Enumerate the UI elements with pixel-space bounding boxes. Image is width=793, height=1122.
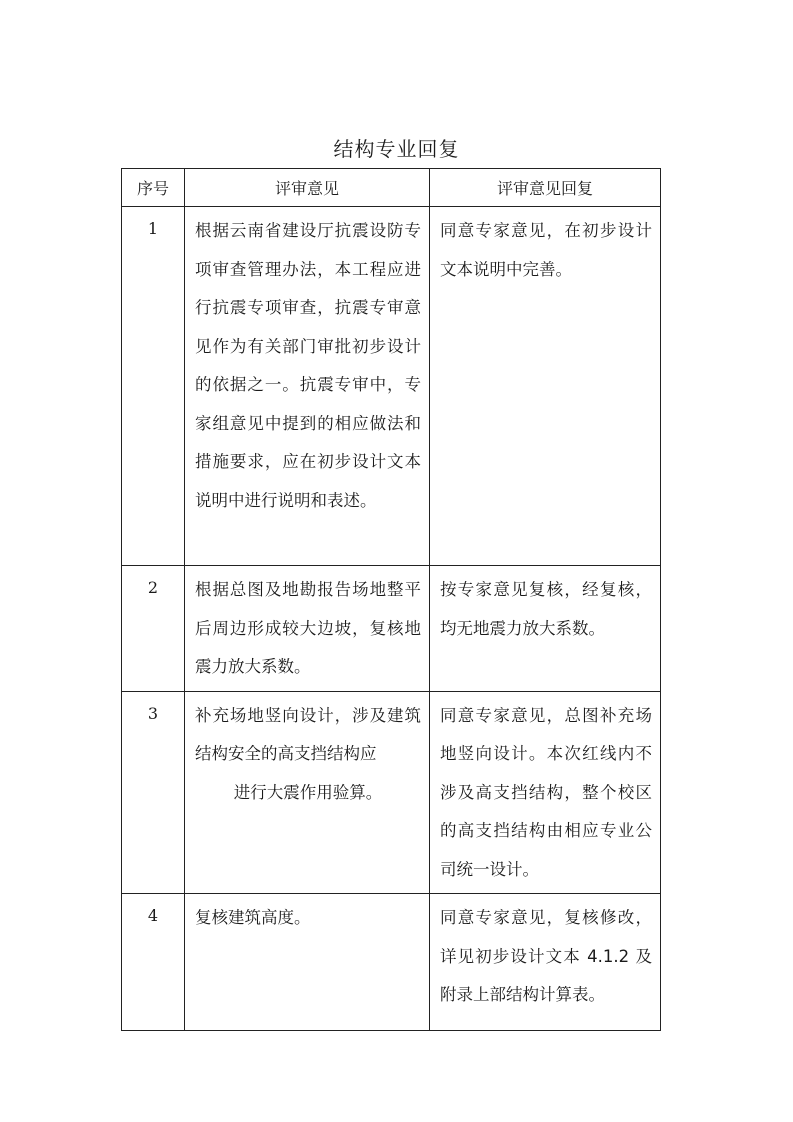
row-reply: 同意专家意见，总图补充场地竖向设计。本次红线内不涉及高支挡结构，整个校区的高支挡结构由相应专业公司统一设计。 <box>430 691 661 894</box>
row-number: 3 <box>122 691 185 894</box>
review-table <box>121 168 661 1031</box>
row-opinion <box>185 691 430 894</box>
header-opinion: 评审意见 <box>185 169 430 207</box>
header-reply: 评审意见回复 <box>430 169 661 207</box>
row-number: 1 <box>122 207 185 566</box>
row-reply: 按专家意见复核，经复核，均无地震力放大系数。 <box>430 566 661 692</box>
row-reply: 同意专家意见，在初步设计文本说明中完善。 <box>430 207 661 566</box>
table-row <box>122 207 661 566</box>
row-opinion: 根据总图及地勘报告场地整平后周边形成较大边坡，复核地震力放大系数。 <box>185 566 430 692</box>
table-header-row <box>122 169 661 207</box>
row-opinion-line-a: 补充场地竖向设计，涉及建筑结构安全的高支挡结构应 <box>195 705 421 763</box>
row-reply: 同意专家意见，复核修改，详见初步设计文本 4.1.2 及附录上部结构计算表。 <box>430 894 661 1031</box>
table-row <box>122 894 661 1031</box>
page-title: 结构专业回复 <box>333 137 460 161</box>
table-row <box>122 691 661 894</box>
row-number: 4 <box>122 894 185 1031</box>
header-number: 序号 <box>122 169 185 207</box>
row-opinion: 复核建筑高度。 <box>185 894 430 1031</box>
row-opinion: 根据云南省建设厅抗震设防专项审查管理办法，本工程应进行抗震专项审查，抗震专审意见作为有关部门审批初步设计的依据之一。抗震专审中，专家组意见中提到的相应做法和措施要求，应在初步设计文本说明中进行说明和表述。 <box>185 207 430 566</box>
table-row <box>122 566 661 692</box>
row-number: 2 <box>122 566 185 692</box>
row-opinion-line-b: 进行大震作用验算。 <box>233 782 383 802</box>
